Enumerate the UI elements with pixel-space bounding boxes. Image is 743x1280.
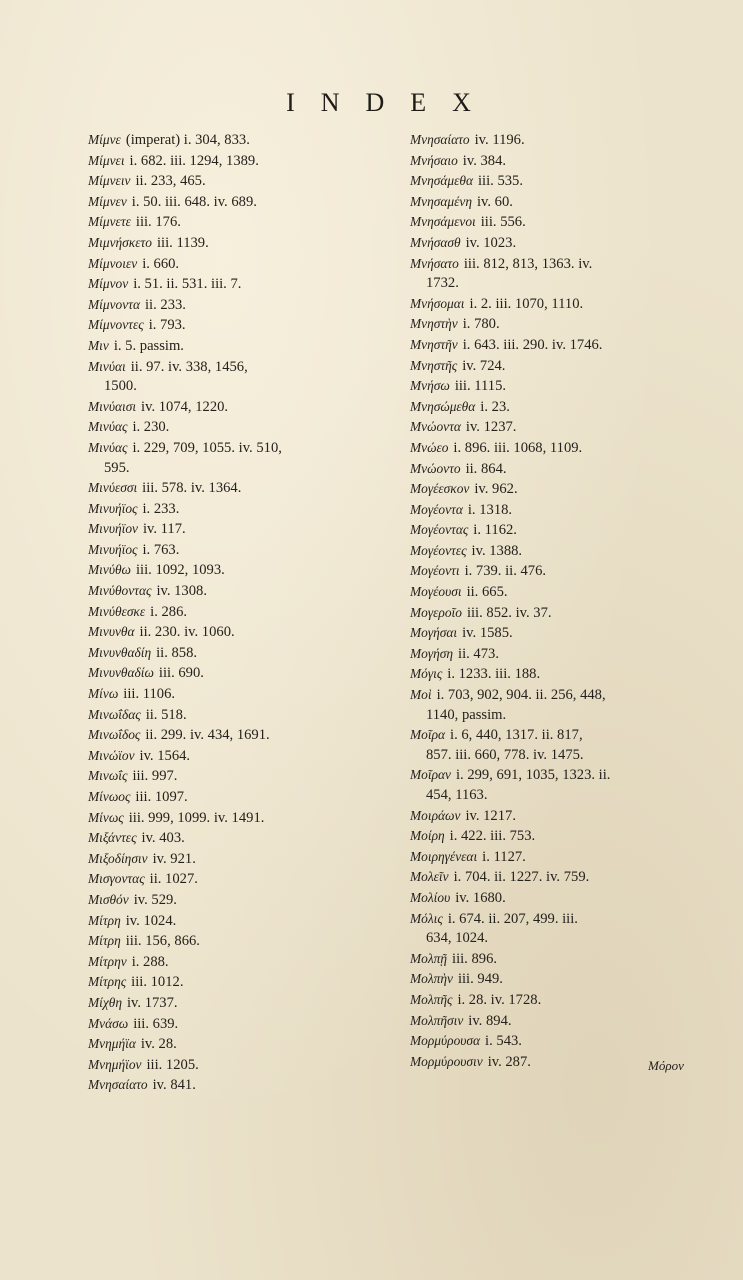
entry-references: i. 682. iii. 1294, 1389.	[129, 152, 259, 169]
entry-headword: Μιξοδίησιν	[88, 850, 148, 866]
entry-references: ii. 1027.	[149, 871, 198, 888]
index-entry	[88, 1055, 388, 1076]
index-entry	[88, 952, 388, 973]
entry-headword: Μνώοντο	[410, 460, 461, 476]
index-entry	[410, 192, 728, 213]
index-entry	[410, 969, 728, 990]
entry-headword: Μοῖραν	[410, 767, 451, 783]
entry-references: iii. 578. iv. 1364.	[142, 480, 242, 497]
entry-references: i. 763.	[142, 541, 180, 558]
entry-headword: Μινύεσσι	[88, 480, 138, 496]
index-entry	[410, 1031, 728, 1052]
entry-headword: Μνησάμεθα	[410, 173, 473, 189]
entry-headword: Μινώϊον	[88, 747, 135, 763]
index-entry	[88, 890, 388, 911]
index-entry	[88, 931, 388, 952]
index-entry	[88, 192, 388, 213]
index-entry	[88, 602, 388, 623]
entry-references: iii. 535.	[477, 173, 523, 190]
index-entry	[88, 849, 388, 870]
entry-headword: Μιμνήσκετο	[88, 234, 152, 250]
index-entry	[410, 479, 728, 500]
entry-headword: Μινύας	[88, 439, 128, 455]
entry-references: iv. 117.	[142, 521, 186, 538]
index-entry	[410, 130, 728, 151]
index-entry	[410, 294, 728, 315]
index-entry	[88, 643, 388, 664]
entry-headword: Μνώοντα	[410, 419, 461, 435]
entry-references: i. 422. iii. 753.	[449, 828, 536, 845]
index-entry	[88, 1034, 388, 1055]
index-entry	[410, 847, 728, 868]
entry-headword: Μογέοντα	[410, 501, 463, 517]
entry-headword: Μογέεσκον	[410, 481, 470, 497]
index-entry	[410, 765, 728, 805]
entry-continuation: 1732.	[426, 275, 459, 292]
entry-headword: Μνώεο	[410, 439, 449, 455]
index-entry	[410, 603, 728, 624]
entry-headword: Μινυήϊος	[88, 541, 138, 557]
page-title: INDEX	[286, 88, 497, 117]
index-entry	[88, 972, 388, 993]
entry-references: iv. 384.	[462, 152, 507, 169]
index-entry	[88, 336, 388, 357]
index-entry	[88, 787, 388, 808]
entry-headword: Μινωΐδος	[88, 727, 141, 743]
entry-references: i. 896. iii. 1068, 1109.	[453, 439, 583, 456]
index-entry	[410, 725, 728, 765]
entry-references: iii. 1106.	[123, 686, 176, 703]
entry-references: i. 1127.	[482, 848, 526, 865]
entry-headword: Μινυήϊον	[88, 521, 138, 537]
entry-references: iv. 403.	[141, 830, 185, 847]
entry-headword: Μίχθη	[88, 994, 122, 1010]
entry-headword: Μνησάμενοι	[410, 214, 476, 230]
entry-headword: Μινυνθαδίη	[88, 644, 152, 660]
entry-references: i. 50. iii. 648. iv. 689.	[131, 193, 257, 210]
entry-references: iii. 639.	[133, 1015, 179, 1032]
entry-references: iii. 1115.	[454, 378, 507, 395]
index-entry	[410, 664, 728, 685]
index-entry	[410, 171, 728, 192]
entry-headword: Μινύαισι	[88, 398, 137, 414]
index-entry	[88, 357, 388, 397]
entry-headword: Μογέοντες	[410, 542, 467, 558]
entry-headword: Μοιράων	[410, 807, 461, 823]
index-entry	[410, 561, 728, 582]
entry-headword: Μινύαι	[88, 358, 126, 374]
entry-references: i. 643. iii. 290. iv. 1746.	[462, 336, 603, 353]
entry-references: iv. 724.	[462, 357, 506, 374]
entry-references: iv. 1024.	[125, 912, 177, 929]
entry-references: iii. 1092, 1093.	[136, 562, 225, 579]
entry-headword: Μογεροῖο	[410, 604, 462, 620]
entry-headword: Μνηστὴν	[410, 316, 458, 332]
entry-references: ii. 858.	[156, 644, 198, 661]
entry-headword: Μνημήϊον	[88, 1056, 142, 1072]
entry-headword: Μίμνει	[88, 152, 125, 168]
entry-references: i. 299, 691, 1035, 1323. ii.	[455, 767, 611, 784]
entry-headword: Μινυνθαδίω	[88, 665, 154, 681]
entry-references: i. 1233. iii. 188.	[447, 666, 541, 683]
index-entry	[410, 438, 728, 459]
entry-references: iv. 841.	[152, 1077, 196, 1094]
entry-references: iv. 1196.	[474, 132, 525, 148]
entry-headword: Μίνω	[88, 686, 119, 702]
entry-references: iv. 1308.	[156, 583, 207, 600]
entry-references: ii. 97. iv. 338, 1456,	[130, 358, 248, 375]
entry-headword: Μινύας	[88, 419, 128, 435]
index-entry	[88, 828, 388, 849]
entry-headword: Μνησώμεθα	[410, 398, 476, 414]
entry-continuation: 1140, passim.	[426, 706, 507, 723]
index-entry	[410, 541, 728, 562]
entry-headword: Μορμύρουσιν	[410, 1053, 483, 1069]
index-entry	[410, 212, 728, 233]
entry-headword: Μισθόν	[88, 891, 129, 907]
index-entry	[88, 130, 388, 151]
entry-references: iii. 896.	[452, 950, 498, 967]
entry-continuation: 595.	[104, 459, 130, 476]
index-column-left	[88, 130, 388, 1096]
index-entry	[410, 1011, 728, 1032]
index-entry	[410, 335, 728, 356]
entry-references: i. 1162.	[473, 522, 517, 539]
index-entry	[410, 417, 728, 438]
index-entry	[88, 233, 388, 254]
index-entry	[88, 1014, 388, 1035]
index-entry	[88, 295, 388, 316]
index-entry	[88, 808, 388, 829]
entry-references: i. 780.	[462, 316, 500, 333]
index-entry	[88, 746, 388, 767]
index-entry	[410, 582, 728, 603]
entry-references: iv. 287.	[487, 1053, 531, 1070]
entry-headword: Μίμνε	[88, 132, 121, 147]
entry-headword: Μινωΐδας	[88, 706, 141, 722]
index-entry	[88, 478, 388, 499]
entry-references: iv. 921.	[152, 850, 196, 867]
entry-headword: Μνησαίατο	[410, 132, 470, 147]
entry-headword: Μογέουσι	[410, 584, 462, 600]
index-entry	[410, 151, 728, 172]
entry-headword: Μοίρη	[410, 828, 445, 844]
entry-references: i. 233.	[142, 500, 180, 517]
index-entry	[410, 806, 728, 827]
index-entry	[410, 500, 728, 521]
entry-headword: Μνησαμένη	[410, 193, 472, 209]
entry-headword: Μνάσω	[88, 1015, 129, 1031]
entry-headword: Μογέοντας	[410, 522, 469, 538]
entry-references: iii. 999, 1099. iv. 1491.	[128, 809, 265, 826]
entry-references: i. 1318.	[467, 501, 513, 518]
entry-references: iii. 1205.	[146, 1056, 199, 1073]
entry-continuation: 454, 1163.	[426, 787, 488, 803]
index-entry	[410, 949, 728, 970]
index-entry	[410, 888, 728, 909]
entry-references: iv. 1737.	[127, 994, 178, 1011]
entry-headword: Μολπῇ	[410, 950, 448, 966]
entry-headword: Μίνως	[88, 809, 124, 825]
index-entry	[88, 911, 388, 932]
entry-headword: Μίμνοιεν	[88, 255, 138, 271]
entry-headword: Μνημήϊα	[88, 1036, 136, 1052]
entry-references: i. 739. ii. 476.	[464, 563, 547, 580]
entry-references: iii. 997.	[132, 768, 178, 785]
entry-headword: Μίμνοντες	[88, 317, 144, 333]
index-entry	[410, 314, 728, 335]
entry-references: iv. 962.	[474, 481, 518, 498]
entry-references: i. 51. ii. 531. iii. 7.	[133, 276, 242, 293]
entry-references: i. 543.	[485, 1033, 522, 1050]
entry-references: i. 286.	[150, 603, 188, 620]
index-entry	[88, 725, 388, 746]
entry-headword: Μινυήϊος	[88, 500, 138, 516]
index-entry	[88, 993, 388, 1014]
entry-references: ii. 665.	[466, 584, 508, 601]
index-entry	[410, 909, 728, 949]
entry-headword: Μινυνθα	[88, 624, 135, 640]
index-entry	[88, 766, 388, 787]
index-entry	[88, 581, 388, 602]
entry-headword: Μνηστῆν	[410, 336, 458, 352]
entry-headword: Μνήσαιο	[410, 152, 458, 168]
index-entry	[410, 826, 728, 847]
entry-continuation: 634, 1024.	[426, 930, 489, 947]
entry-references: iv. 1217.	[465, 807, 516, 824]
index-entry	[88, 869, 388, 890]
index-entry	[88, 560, 388, 581]
entry-references: iii. 812, 813, 1363. iv.	[463, 255, 593, 272]
entry-references: iii. 156, 866.	[125, 933, 200, 950]
entry-references: iv. 1237.	[465, 419, 517, 436]
entry-headword: Μογήσαι	[410, 625, 458, 641]
entry-references: i. 793.	[148, 317, 186, 334]
entry-headword: Μοῖρα	[410, 727, 446, 743]
index-entry	[88, 622, 388, 643]
entry-references: iii. 1139.	[156, 234, 209, 251]
entry-headword: Μισγοντας	[88, 871, 145, 887]
index-entry	[88, 519, 388, 540]
entry-references: i. 703, 902, 904. ii. 256, 448,	[436, 687, 606, 704]
index-entry	[410, 459, 728, 480]
entry-references: ii. 473.	[458, 645, 499, 662]
entry-references: i. 23.	[480, 398, 510, 415]
index-entry	[88, 684, 388, 705]
entry-references: iv. 894.	[468, 1012, 512, 1029]
index-entry	[88, 499, 388, 520]
entry-references: i. 674. ii. 207, 499. iii.	[447, 910, 578, 927]
entry-headword: Μολίου	[410, 889, 451, 905]
entry-references: iii. 1097.	[135, 789, 188, 805]
entry-references: ii. 233, 465.	[135, 173, 206, 190]
entry-headword: Μινωΐς	[88, 768, 128, 784]
index-entry	[410, 356, 728, 377]
entry-references: iv. 60.	[476, 193, 513, 210]
entry-headword: Μόγις	[410, 666, 443, 682]
entry-headword: Μνήσομαι	[410, 295, 465, 311]
index-entry	[88, 151, 388, 172]
index-entry	[410, 990, 728, 1011]
entry-references: iv. 1564.	[139, 747, 191, 764]
entry-headword: Μορμύρουσα	[410, 1033, 481, 1049]
entry-headword: Μίνωος	[88, 789, 131, 804]
entry-references: iii. 949.	[457, 971, 503, 988]
index-entry	[88, 1075, 388, 1096]
entry-references: iii. 556.	[480, 214, 526, 231]
index-entry	[88, 417, 388, 438]
entry-headword: Μινύθοντας	[88, 583, 152, 599]
entry-references: iv. 1074, 1220.	[141, 398, 229, 415]
entry-headword: Μοιρηγένεαι	[410, 848, 478, 864]
catchword: Μόρον	[648, 1058, 684, 1073]
entry-references: i. 28. iv. 1728.	[457, 991, 542, 1008]
entry-references: i. 660.	[142, 255, 180, 272]
index-entry	[88, 705, 388, 726]
entry-headword: Μογήση	[410, 645, 454, 661]
entry-references: i. 2. iii. 1070, 1110.	[469, 295, 584, 312]
entry-references: i. 288.	[131, 953, 169, 970]
entry-references: ii. 864.	[465, 460, 507, 477]
entry-references: i. 229, 709, 1055. iv. 510,	[132, 439, 282, 456]
entry-references: i. 6, 440, 1317. ii. 817,	[450, 727, 583, 744]
entry-references: ii. 299. iv. 434, 1691.	[145, 727, 270, 744]
entry-headword: Μνήσασθ	[410, 234, 461, 250]
entry-continuation: 857. iii. 660, 778. iv. 1475.	[426, 746, 584, 763]
entry-headword: Μίτρη	[88, 933, 121, 949]
entry-references: iii. 852. iv. 37.	[466, 604, 552, 621]
index-entry	[88, 315, 388, 336]
index-entry	[410, 233, 728, 254]
entry-references: iv. 1585.	[462, 625, 513, 642]
entry-references: i. 230.	[132, 419, 170, 436]
index-entry	[410, 644, 728, 665]
index-entry	[88, 397, 388, 418]
entry-headword: Μνήσατο	[410, 255, 459, 271]
entry-references: iii. 1012.	[131, 974, 184, 991]
entry-headword: Μίμνειν	[88, 173, 131, 189]
index-entry	[88, 540, 388, 561]
entry-headword: Μιξάντες	[88, 830, 137, 846]
entry-references: iii. 176.	[135, 214, 181, 231]
entry-headword: Μοὶ	[410, 687, 432, 703]
index-entry	[410, 623, 728, 644]
index-entry	[410, 520, 728, 541]
entry-references: ii. 233.	[145, 296, 186, 313]
index-entry	[88, 171, 388, 192]
entry-headword: Μνηστῆς	[410, 357, 458, 373]
index-entry	[88, 663, 388, 684]
entry-references: (imperat) i. 304, 833.	[125, 132, 250, 148]
entry-references: iv. 529.	[133, 891, 177, 908]
entry-references: ii. 230. iv. 1060.	[139, 624, 235, 641]
index-entry	[88, 254, 388, 275]
entry-headword: Μίτρης	[88, 974, 127, 990]
entry-headword: Μινύθω	[88, 562, 131, 578]
index-entry	[88, 438, 388, 478]
entry-references: iv. 28.	[140, 1036, 177, 1053]
entry-headword: Μολπὴν	[410, 971, 453, 987]
entry-references: i. 5. passim.	[113, 337, 184, 354]
index-column-right	[410, 130, 728, 1072]
index-entry	[88, 212, 388, 233]
index-entry	[410, 376, 728, 397]
entry-headword: Μνησαίατο	[88, 1077, 148, 1093]
index-entry	[410, 397, 728, 418]
entry-headword: Μινύθεσκε	[88, 603, 146, 619]
entry-headword: Μογέοντι	[410, 563, 460, 579]
index-entry	[88, 274, 388, 295]
index-entry	[410, 254, 728, 294]
entry-headword: Μιν	[88, 337, 109, 353]
entry-headword: Μίμνετε	[88, 214, 131, 230]
entry-headword: Μίμνον	[88, 276, 129, 292]
entry-references: iv. 1680.	[455, 889, 506, 906]
entry-headword: Μολεῖν	[410, 869, 449, 885]
entry-headword: Μίμνεν	[88, 193, 127, 209]
entry-references: iv. 1023.	[465, 234, 517, 251]
entry-references: iii. 690.	[158, 665, 204, 682]
entry-headword: Μίτρην	[88, 953, 127, 969]
entry-references: iv. 1388.	[471, 542, 523, 559]
entry-headword: Μίμνοντα	[88, 296, 140, 312]
index-entry	[410, 867, 728, 888]
entry-references: i. 704. ii. 1227. iv. 759.	[453, 869, 590, 886]
entry-headword: Μολπῆς	[410, 991, 453, 1007]
entry-headword: Μίτρη	[88, 912, 121, 928]
entry-continuation: 1500.	[104, 378, 137, 395]
index-entry	[410, 685, 728, 725]
entry-headword: Μόλις	[410, 910, 443, 926]
entry-references: ii. 518.	[145, 706, 187, 723]
entry-headword: Μολπῆσιν	[410, 1012, 464, 1028]
entry-headword: Μνήσω	[410, 378, 450, 394]
